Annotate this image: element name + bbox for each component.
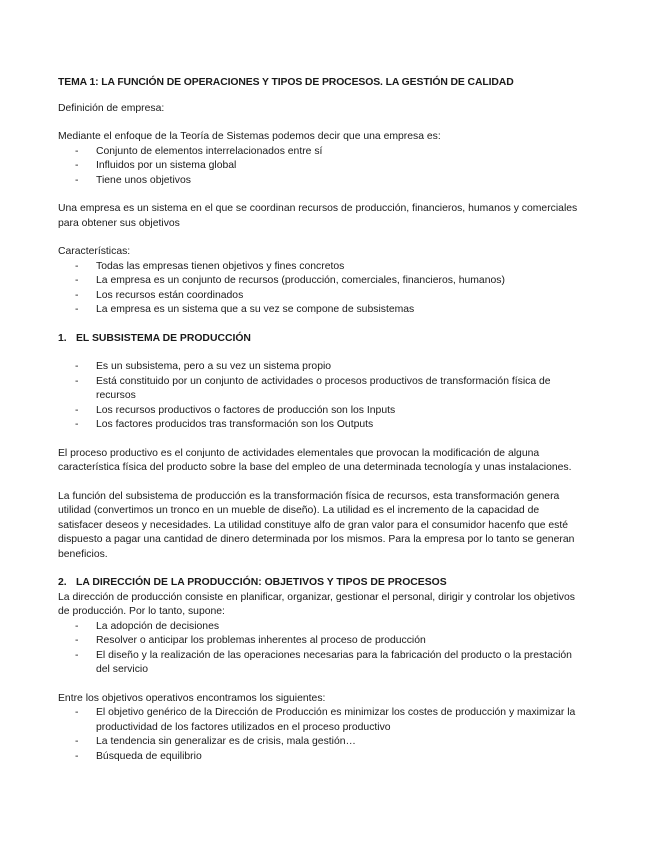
list-item: - La empresa es un conjunto de recursos (producción, comerciales, financieros, humanos)	[58, 274, 598, 289]
list-item: - Todas las empresas tienen objetivos y fines concretos	[58, 260, 598, 275]
section-number: 2.	[58, 577, 67, 588]
list-item-line: El diseño y la realización de las operaciones necesarias para la fabricación del producto o la prestación	[96, 649, 572, 661]
document-page	[58, 76, 598, 764]
list-item: - Búsqueda de equilibrio	[58, 750, 598, 765]
empresa-definition-line: para obtener sus objetivos	[58, 217, 180, 229]
list-item-line: del servicio	[96, 664, 148, 675]
funcion-paragraph-line: dispuesto a pagar una cantidad de dinero determinada por los mismos. Para la empresa por lo tanto se generan	[58, 534, 575, 545]
section-title: EL SUBSISTEMA DE PRODUCCIÓN	[76, 332, 251, 344]
direccion-paragraph-line: La dirección de producción consiste en planificar, organizar, gestionar el personal, dirigir y controlar los objetivos	[58, 591, 575, 603]
sistemas-intro: Mediante el enfoque de la Teoría de Sistemas podemos decir que una empresa es:	[58, 131, 441, 142]
proceso-paragraph-line: característica física del producto sobre la base del empleo de una determinada tecnología y unas instalaciones.	[58, 462, 572, 473]
list-item-line: recursos	[96, 390, 136, 401]
list-item: - Influidos por un sistema global	[58, 159, 598, 174]
caracteristicas-list	[58, 260, 598, 318]
direccion-paragraph-line: de producción. Por lo tanto, supone:	[58, 606, 225, 617]
list-item: - Tiene unos objetivos	[58, 174, 598, 189]
section-1-heading	[58, 332, 598, 347]
list-item-line: productividad de los factores utilizados en el proceso productivo	[96, 721, 391, 733]
sistemas-list	[58, 145, 598, 189]
funcion-paragraph-line: beneficios.	[58, 548, 108, 560]
list-item-line: Está constituido por un conjunto de actividades o procesos productivos de transformación física de	[96, 375, 551, 387]
list-item-line: El objetivo genérico de la Dirección de Producción es minimizar los costes de producción y maximizar la	[96, 707, 576, 718]
section-title: LA DIRECCIÓN DE LA PRODUCCIÓN: OBJETIVOS Y TIPOS DE PROCESOS	[76, 577, 447, 588]
document-title: TEMA 1: LA FUNCIÓN DE OPERACIONES Y TIPOS DE PROCESOS. LA GESTIÓN DE CALIDAD	[58, 77, 514, 88]
definicion-heading: Definición de empresa:	[58, 102, 165, 114]
list-item: - Los recursos productivos o factores de producción son los Inputs	[58, 404, 598, 419]
list-item: - La adopción de decisiones	[58, 620, 598, 635]
list-item	[58, 375, 598, 404]
list-item: - Conjunto de elementos interrelacionados entre sí	[58, 145, 598, 160]
empresa-definition-line: Una empresa es un sistema en el que se coordinan recursos de producción, financieros, humanos y comerciales	[58, 203, 578, 214]
subsistema-list	[58, 360, 598, 433]
list-item	[58, 649, 598, 678]
list-item	[58, 706, 598, 735]
proceso-paragraph-line: El proceso productivo es el conjunto de actividades elementales que provocan la modificación de alguna	[58, 447, 540, 459]
section-2-heading	[58, 576, 598, 591]
funcion-paragraph-line: satisfacer deseos y necesidades. La utilidad constituye alfo de gran valor para el consumidor hacenfo que esté	[58, 519, 569, 531]
list-item: - Resolver o anticipar los problemas inherentes al proceso de producción	[58, 634, 598, 649]
objetivos-intro: Entre los objetivos operativos encontramos los siguientes:	[58, 692, 326, 704]
direccion-list	[58, 620, 598, 678]
caracteristicas-heading: Características:	[58, 246, 131, 257]
objetivos-list	[58, 706, 598, 764]
list-item: - La empresa es un sistema que a su vez se compone de subsistemas	[58, 303, 598, 318]
list-item: - Es un subsistema, pero a su vez un sistema propio	[58, 360, 598, 375]
funcion-paragraph-line: utilidad (convertimos un tronco en un mueble de diseño). La utilidad es el incremento de la capacidad de	[58, 505, 540, 516]
section-number: 1.	[58, 332, 67, 344]
list-item: - La tendencia sin generalizar es de crisis, mala gestión…	[58, 735, 598, 750]
list-item: - Los recursos están coordinados	[58, 289, 598, 304]
funcion-paragraph-line: La función del subsistema de producción es la transformación física de recursos, esta transformación genera	[58, 490, 560, 502]
list-item: - Los factores producidos tras transformación son los Outputs	[58, 418, 598, 433]
